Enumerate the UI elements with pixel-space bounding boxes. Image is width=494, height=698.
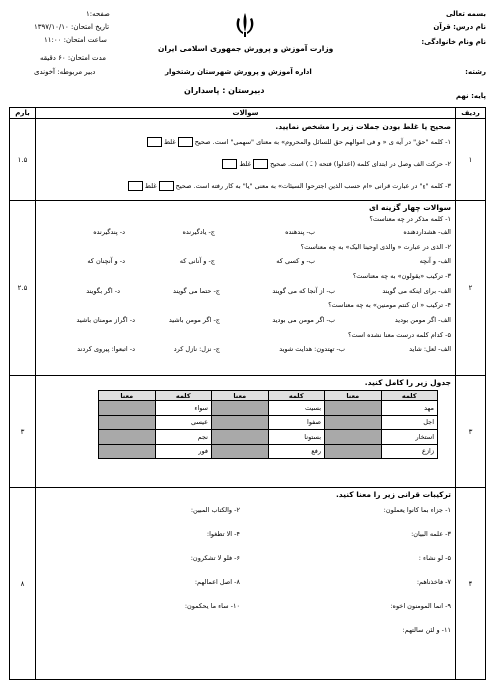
question-2-title: سوالات چهار گزینه ای xyxy=(369,203,451,212)
phrase-10: ۱۰- ساء ما یحکمون: xyxy=(184,602,240,610)
vocab-answer[interactable] xyxy=(212,444,269,459)
vocab-row xyxy=(99,401,438,416)
vocab-answer[interactable] xyxy=(325,430,382,445)
vocab-word: نجم xyxy=(155,430,212,445)
false-label: غلط xyxy=(163,138,176,146)
mcq-3-option-c[interactable]: ج- حتما می گویند xyxy=(173,287,220,295)
course-label: نام درس: قرآن xyxy=(433,23,486,31)
mcq-4-option-a[interactable]: الف- اگر مومن بودید xyxy=(394,316,451,324)
false-checkbox[interactable] xyxy=(147,137,162,147)
question-3-body xyxy=(36,376,456,488)
page-number: صفحه:۱ xyxy=(86,10,110,18)
true-checkbox[interactable] xyxy=(159,181,174,191)
phrase-3: ۳- علمه البیان: xyxy=(411,530,451,538)
phrase-8: ۸- اصل اعمالهم: xyxy=(194,578,240,586)
question-2-row xyxy=(10,201,486,376)
phrase-4: ۴- الا تطغوا: xyxy=(206,530,240,538)
mcq-2-stem: ۲- الذی در عبارت « والذی اوحینا الیک» به چه معناست؟ xyxy=(300,243,451,251)
vocab-word: استخار xyxy=(381,430,438,445)
vocab-row xyxy=(99,430,438,445)
vocab-table xyxy=(98,390,438,459)
question-4-row xyxy=(10,488,486,680)
vocab-col-meaning: معنا xyxy=(99,391,156,401)
col-score-header: بارم xyxy=(10,108,36,119)
phrase-2: ۲- والکتاب المبین: xyxy=(190,506,240,514)
question-1-score: ۱.۵ xyxy=(10,119,36,201)
vocab-word: فور xyxy=(155,444,212,459)
mcq-1-stem: ۱- کلمه مذکر در چه معناست؟ xyxy=(369,215,451,223)
question-3-score: ۳ xyxy=(10,376,36,488)
phrase-9: ۹- انما المومنون اخوه: xyxy=(390,602,451,610)
vocab-col-word: کلمه xyxy=(381,391,438,401)
true-checkbox[interactable] xyxy=(253,159,268,169)
question-1-body xyxy=(36,119,456,201)
vocab-row xyxy=(99,444,438,459)
question-1-item-1 xyxy=(145,137,451,147)
mcq-2-option-c[interactable]: ج- و آنانی که xyxy=(179,257,215,265)
vocab-word: زازع xyxy=(381,444,438,459)
question-4-number: ۴ xyxy=(456,488,486,680)
exam-header xyxy=(0,0,494,106)
question-2-score: ۲.۵ xyxy=(10,201,36,376)
vocab-answer[interactable] xyxy=(212,415,269,430)
ministry-title: وزارت آموزش و پرورش جمهوری اسلامی ایران xyxy=(158,44,334,53)
false-label: غلط xyxy=(239,160,252,168)
col-row-header: ردیف xyxy=(456,108,486,119)
question-3-row xyxy=(10,376,486,488)
iran-emblem-icon xyxy=(234,12,256,38)
true-checkbox[interactable] xyxy=(178,137,193,147)
exam-time: ساعت امتحان: ۱۱:۰۰ xyxy=(44,36,107,44)
mcq-4-option-c[interactable]: ج- اگر مومن باشید xyxy=(168,316,220,324)
mcq-1-option-d[interactable]: د- پندگیرنده xyxy=(93,228,125,236)
vocab-word: بستونا xyxy=(268,430,325,445)
table-header-row xyxy=(10,108,486,119)
exam-table xyxy=(9,107,486,680)
mcq-4-option-b[interactable]: ب- اگر مومن می بودید xyxy=(272,316,335,324)
question-1-number: ۱ xyxy=(456,119,486,201)
teacher-name: دبیر مربوطه: آخوندی xyxy=(34,68,96,76)
phrase-5: ۵- لو نشاء : xyxy=(418,554,451,562)
vocab-answer[interactable] xyxy=(99,401,156,416)
false-checkbox[interactable] xyxy=(128,181,143,191)
question-3-number: ۳ xyxy=(456,376,486,488)
exam-date: تاریخ امتحان: ۱۳۹۷/۱۰/۱۰ xyxy=(34,23,110,31)
question-1-title: صحیح یا غلط بودن جملات زیر را مشخص نمایید. xyxy=(275,122,451,131)
grade-label: پایه: نهم xyxy=(455,92,486,100)
vocab-col-meaning: معنا xyxy=(212,391,269,401)
mcq-3-option-a[interactable]: الف- برای اینکه می گویند xyxy=(382,287,451,295)
vocab-row xyxy=(99,415,438,430)
mcq-2-option-b[interactable]: ب- و کسی که xyxy=(276,257,315,265)
vocab-answer[interactable] xyxy=(325,415,382,430)
item-3-text: ۳- کلمه "ءِ" در عبارت قرانی «ام حسب الذین اجترحوا السیئات» به معنی "یا" به کار رفته است. صحیح xyxy=(175,182,451,190)
vocab-answer[interactable] xyxy=(99,415,156,430)
vocab-word: عیسی xyxy=(155,415,212,430)
vocab-answer[interactable] xyxy=(325,444,382,459)
item-2-text: ۲- حرکت الف وصل در ابتدای کلمه (اعدلوا) فتحه ( ـَ ) است. صحیح xyxy=(270,160,451,168)
exam-duration: مدت امتحان: ۶۰ دقیقه xyxy=(40,54,107,62)
mcq-3-option-b[interactable]: ب- از آنجا که می گویند xyxy=(272,287,335,295)
phrase-1: ۱- جزاء بما کانوا یعملون: xyxy=(383,506,451,514)
mcq-5-option-c[interactable]: ج- نزل: نازل کرد xyxy=(173,345,220,353)
vocab-word: بسیت xyxy=(268,401,325,416)
vocab-answer[interactable] xyxy=(99,430,156,445)
vocab-word: صفوا xyxy=(268,415,325,430)
vocab-word: رفع xyxy=(268,444,325,459)
vocab-answer[interactable] xyxy=(212,430,269,445)
mcq-5-stem: ۵- کدام کلمه درست معنا نشده است؟ xyxy=(348,331,451,339)
field-label: رشته: xyxy=(465,68,486,76)
mcq-1-option-b[interactable]: ب- پندهنده xyxy=(285,228,315,236)
mcq-5-option-d[interactable]: د- اتبعوا: پیروی کردند xyxy=(77,345,135,353)
mcq-4-stem: ۴- ترکیب « ان کنتم مومنین» به چه معناست؟ xyxy=(328,301,451,309)
mcq-1-option-c[interactable]: ج- یادگیرنده xyxy=(182,228,215,236)
col-questions-header: سوالات xyxy=(36,108,456,119)
mcq-2-option-d[interactable]: د- و آنچنان که xyxy=(87,257,125,265)
question-3-title: جدول زیر را کامل کنید. xyxy=(364,378,451,387)
question-1-row xyxy=(10,119,486,201)
vocab-answer[interactable] xyxy=(212,401,269,416)
office-title: اداره آموزش و پرورش شهرستان رشتخوار xyxy=(165,68,312,76)
mcq-4-option-d[interactable]: د- اگراز مومنان باشید xyxy=(76,316,135,324)
question-2-body xyxy=(36,201,456,376)
vocab-word: مهد xyxy=(381,401,438,416)
vocab-word: اجل xyxy=(381,415,438,430)
phrase-11: ۱۱- و لئن سالتهم: xyxy=(402,626,451,634)
mcq-5-option-b[interactable]: ب- تهتدون: هدایت شوید xyxy=(279,345,345,353)
question-4-body xyxy=(36,488,456,680)
vocab-word: سواء xyxy=(155,401,212,416)
phrase-7: ۷- فاخذناهم: xyxy=(416,578,451,586)
vocab-table-header xyxy=(99,391,438,401)
mcq-1-option-a[interactable]: الف- هشداردهنده xyxy=(403,228,451,236)
question-1-item-2 xyxy=(220,159,451,169)
false-label: غلط xyxy=(144,182,157,190)
vocab-answer[interactable] xyxy=(99,444,156,459)
vocab-col-meaning: معنا xyxy=(325,391,382,401)
false-checkbox[interactable] xyxy=(222,159,237,169)
vocab-col-word: کلمه xyxy=(268,391,325,401)
mcq-3-stem: ۳- ترکیب «یقولون» به چه معناست؟ xyxy=(352,272,451,280)
mcq-3-option-d[interactable]: د- اگر بگویند xyxy=(86,287,120,295)
phrase-6: ۶- فلو لا تشکرون: xyxy=(190,554,240,562)
bismillah: بسمه تعالی xyxy=(445,10,486,18)
mcq-5-option-a[interactable]: الف- لعل: شاید xyxy=(409,345,451,353)
mcq-2-option-a[interactable]: الف- و آنچه xyxy=(419,257,451,265)
question-4-score: ۸ xyxy=(10,488,36,680)
school-title: دبیرستان : پاسداران xyxy=(184,86,265,95)
vocab-col-word: کلمه xyxy=(155,391,212,401)
item-1-text: ۱- کلمه "حق" در آیه ی « و فی اموالهم حق للسائل والمحروم» به معنای "سهمی" است. صحیح xyxy=(194,138,451,146)
vocab-answer[interactable] xyxy=(325,401,382,416)
name-label: نام ونام خانوادگی: xyxy=(421,38,486,46)
question-2-number: ۲ xyxy=(456,201,486,376)
question-4-title: ترکیبات قرانی زیر را معنا کنید. xyxy=(335,490,451,499)
question-1-item-3 xyxy=(126,181,451,191)
